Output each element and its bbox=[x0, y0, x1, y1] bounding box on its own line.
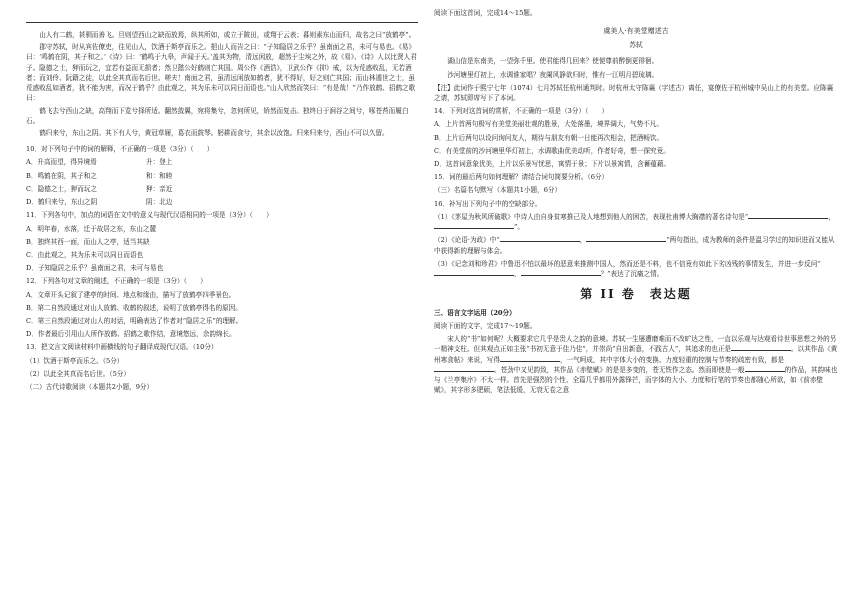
q11-option-d: D．子知隐居之乐乎？虽南面之君，未可与易也 bbox=[26, 264, 164, 273]
passage-seg-3: 的作品，其韵味也与《兰亭集序》不太一样。首先是强烈的个性、全篇几乎都用外露锋芒，而字体的大小、力度和行笔的节奏也都随心所欲，如《前赤壁赋》，其字形多肥硕，笔法低缓，无衰无卷之意 bbox=[434, 365, 838, 395]
q12-option-b: B．第二自然段通过对山人放鹤、收鹤的叙述，说明了放鹤亭得名的原因。 bbox=[26, 303, 242, 312]
q16-stem: 16．补写出下列句子中的空缺部分。 bbox=[434, 199, 542, 208]
q16-1-mid: ， bbox=[828, 212, 835, 221]
option-gloss: 和：和睦 bbox=[146, 171, 173, 180]
q14-stem: 14．下列对这首词的赏析，不正确的一项是（3分）（ ） bbox=[434, 107, 609, 116]
q16-item-1 bbox=[434, 212, 838, 232]
passage-paragraph-3: 鹤飞去兮西山之缺，高翔而下览兮择所适。翻然敛翼，宛将集兮，忽何所见，矫然而复击。独终日于涧谷之间兮，啄苍苔而履白石。 bbox=[26, 106, 409, 125]
option-text: B．鸣鹤在阴，其子和之 bbox=[26, 171, 97, 180]
option-text: D．鹤归来兮，东山之阴 bbox=[26, 198, 98, 207]
q14-option-d: D．这首词意象优美，上片以乐景写忧思，寓情于景；下片以景寓情，含蓄蕴藉。 bbox=[434, 160, 671, 169]
q10-option-a bbox=[26, 157, 418, 167]
q16-item-3 bbox=[434, 259, 838, 279]
q16-2-blank-a[interactable] bbox=[500, 235, 580, 242]
passage-seg-1: 宋人的“书”如何呢？大概要求它几乎是贵人之韵的意境。苏轼一生屡遭磨难而不改旷达之性，一直以乐观与达观看待世事思想之外的另一精神支柱。但其观点正如主张“书初无意于佳乃佳”，并崇尚“自出新意，不践古人”，其追求的也正是 bbox=[434, 335, 837, 354]
passage-blank-3[interactable] bbox=[434, 365, 494, 372]
q11-option-c: C．由此观之，其为乐未可以同日而语也 bbox=[26, 250, 144, 259]
q10-option-c bbox=[26, 184, 418, 194]
q14-option-b: B．上片后两句以设问询问友人，期待与朋友有朝一日能再次相会，把酒畅饮。 bbox=[434, 133, 664, 142]
q16-1-before: （1）《茅屋为秋风所破歌》中诗人由自身贫寒推己及人地想到他人的困苦，表现杜甫博大胸襟的著名诗句是“ bbox=[434, 212, 749, 221]
passage-paragraph-2: 郡守苏轼，时从宾佐僚吏，往见山人，饮酒于斯亭而乐之。挹山人而告之曰：“子知隐居之乐乎？虽南面之君，未可与易也。《易》曰：‘鸣鹤在阴，其子和之。’《诗》曰：‘鹤鸣于九皋，声闻于天。’盖其为物，清远闲放，超然于尘埃之外，故《易》、《诗》人以比贤人君子。隐德之士，狎而玩之，宜若有益而无损者；然卫懿公好鹤则亡其国。周公作《酒诰》，卫武公作《抑》戒，以为荒惑败乱，无若酒者；而刘伶、阮籍之徒，以此全其真而名后世。嗟夫！南面之君，虽清远闲放如鹤者，犹不得好，好之则亡其国；而山林遁世之士，虽荒惑败乱如酒者，犹不能为害，而况于鹤乎？由此观之，其为乐未可以同日而语也。”山人欣然而笑曰：“有是哉！”乃作放鹤、招鹤之歌曰： bbox=[26, 43, 417, 103]
part-2-title: 第 II 卷 表达题 bbox=[580, 287, 692, 302]
option-gloss: 狎：亲近 bbox=[146, 184, 173, 193]
q16-3-blank-b[interactable] bbox=[521, 269, 601, 276]
q13-item-2: （2）以此全其真而名后世。（5分） bbox=[26, 369, 130, 378]
q10-stem: 10．对下列句子中的词的解释，不正确的一项是（3分）（ ） bbox=[26, 145, 214, 154]
option-text: C．隐德之士，狎而玩之 bbox=[26, 184, 97, 193]
poem-note: 【注】此词作于熙宁七年（1074）七月苏轼任杭州通判时。时杭州太守陈襄（字述古）离任，宴僚佐于杭州城中吴山上的有美堂。应陈襄之请，苏轼即席写下了本词。 bbox=[434, 83, 834, 102]
option-text: A．升高而望，得异境焉 bbox=[26, 158, 97, 167]
q16-2-blank-b[interactable] bbox=[586, 235, 666, 242]
passage-blank-4[interactable] bbox=[745, 365, 785, 372]
q16-item-2 bbox=[434, 235, 838, 255]
q16-2-mid: ， bbox=[579, 236, 587, 245]
q13-item-1: （1）饮酒于斯亭而乐之。（5分） bbox=[26, 356, 124, 365]
q16-1-after: ”。 bbox=[514, 223, 524, 232]
q16-1-blank-b[interactable] bbox=[434, 222, 514, 229]
part-2-section-heading: 三、语言文字运用（20分） bbox=[434, 308, 516, 317]
q16-1-blank-a[interactable] bbox=[748, 212, 828, 219]
passage-blank-1[interactable] bbox=[731, 344, 791, 351]
part-2-intro: 阅读下面的文字，完成17～19题。 bbox=[434, 322, 537, 331]
option-gloss: 升：登上 bbox=[146, 158, 173, 167]
q14-option-c: C．有美堂前的沙河塘里华灯初上，水调歌曲优美动听，作者好奇，想一探究竟。 bbox=[434, 146, 670, 155]
option-gloss: 阴：北边 bbox=[146, 198, 173, 207]
q13-stem: 13．把文言文阅读材料中画横线的句子翻译成现代汉语。（10分） bbox=[26, 343, 218, 352]
part-2-passage bbox=[434, 334, 838, 395]
q16-3-blank-a[interactable] bbox=[434, 269, 514, 276]
right-column bbox=[434, 8, 838, 604]
poem-intro: 阅读下面这首词，完成14～15题。 bbox=[434, 9, 537, 17]
q16-3-after: ？”表达了沉痛之情。 bbox=[600, 270, 664, 278]
q10-option-b bbox=[26, 171, 418, 181]
passage-blank-2[interactable] bbox=[500, 355, 560, 362]
left-column bbox=[26, 30, 418, 604]
passage-paragraph-1: 山人有二鹤，甚驯而善飞。旦则望西山之缺而放焉，纵其所如，或立于陂田，或翔于云表；暮则素东山而归，故名之曰“放鹤亭”。 bbox=[39, 31, 416, 39]
q12-option-a: A．文章开头记叙了建亭的时间、地点和缘由，描写了放鹤亭四季景色。 bbox=[26, 290, 236, 299]
passage-seg-1-end: 。以其作品《黄州寒食帖》来说，写得 bbox=[434, 345, 838, 364]
q10-option-d bbox=[26, 197, 418, 207]
passage-seg-2: ，一气呵成，其中字体大小的变换、力度轻重的控制与节奏的疏密有致，都是 bbox=[559, 355, 785, 364]
poem-line-2: 沙河塘里灯初上，水调谁家唱？夜阑风静欲归时，惟有一江明月碧琉璃。 bbox=[447, 70, 659, 79]
poem-title: 虞美人·有美堂赠述古 bbox=[603, 27, 669, 36]
passage-paragraph-4: 鹤归来兮，东山之阴。其下有人兮，黄冠草屦，葛衣而鼓琴。躬耕而食兮，其余以汝饱。归来归来兮，西山不可以久留。 bbox=[39, 128, 389, 137]
q16-3-mid: ， bbox=[514, 270, 521, 278]
q12-option-c: C．第三自然段通过对山人的对话，明确表达了作者对“隐居之乐”的理解。 bbox=[26, 317, 243, 326]
header-rule bbox=[26, 22, 418, 23]
q11-option-b: B．独终其西一面，而山人之亭，适当其缺 bbox=[26, 237, 150, 246]
q15-stem: 15．词的最后两句如何理解？请结合词句简要分析。（6分） bbox=[434, 173, 609, 182]
q11-option-a: A．明年春，水落，迁于故居之东，东山之麓 bbox=[26, 224, 157, 233]
section-3-heading: （三）名篇名句默写（本题共1小题，6分） bbox=[434, 186, 562, 195]
q16-2-after: ”两句指出，成为教师的条件是温习学过的知识进而又能从中获得新的理解与体会。 bbox=[434, 236, 835, 255]
q14-option-a: A．上片首两句极写有美堂美丽壮观的胜景，大处落墨，境界阔大，气势不凡。 bbox=[434, 120, 663, 129]
q16-3-before: （3）《记念刘和珍君》中鲁迅不怕以最坏的恶意来推测中国人，然而还是不料，也不信竟有如此下劣凶残的事情发生，并进一步反问“ bbox=[434, 259, 821, 268]
section-2-heading: （二）古代诗歌阅读（本题共2小题，9分） bbox=[26, 383, 154, 392]
q12-stem: 12．下列各句对文章的阐述，不正确的一项是（3分）（ ） bbox=[26, 277, 207, 286]
q12-option-d: D．作者最后引用山人所作放鹤、招鹤之歌作结，意境悠远，余韵绵长。 bbox=[26, 330, 236, 339]
q11-stem: 11．下列各句中，加点的词语在文中的意义与现代汉语相同的一项是（3分）（ ） bbox=[26, 211, 273, 220]
poem-author: 苏轼 bbox=[629, 41, 643, 50]
passage-seg-2-end: 。苍劲中又见韵致，其作品《赤壁赋》的是是多变的，苍无铁作之态。然而即使是一般 bbox=[494, 365, 745, 374]
poem-line-1: 湖山信是东南美，一望弥千里。使君能得几回来？使便尊前醉倒更徘徊。 bbox=[447, 57, 659, 66]
q16-2-before: （2）《论语·为政》中“ bbox=[434, 236, 500, 245]
